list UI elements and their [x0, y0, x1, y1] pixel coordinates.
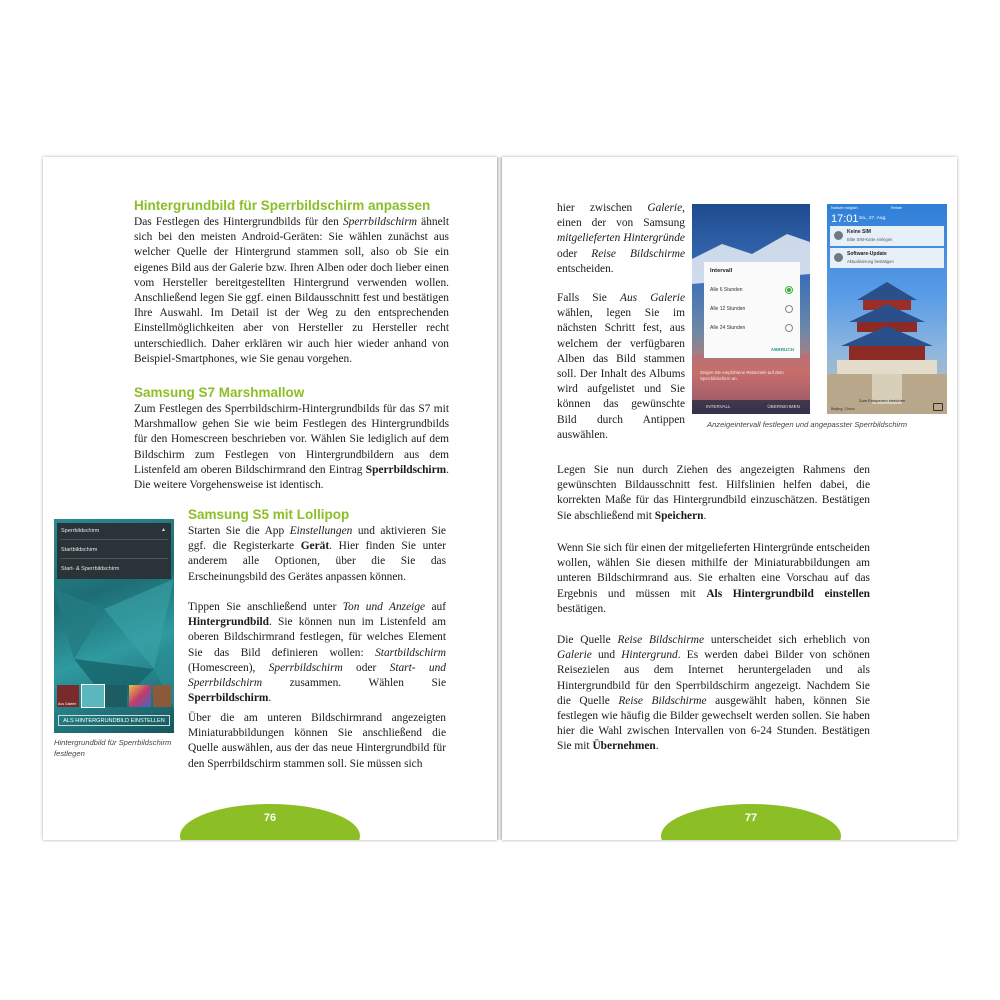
thumbnail[interactable] — [153, 685, 171, 707]
thumbnail-label: Aus Galerie — [58, 702, 77, 706]
update-icon — [834, 253, 843, 262]
bottom-bar — [692, 400, 810, 414]
wallpaper-dropdown-menu — [57, 523, 171, 579]
thumbnail[interactable] — [129, 685, 151, 707]
heading-s7: Samsung S7 Marshmallow — [134, 385, 305, 400]
menu-divider — [60, 558, 168, 559]
caption-right: Anzeigeintervall festlegen und angepasster Sperrbildschirm — [707, 420, 908, 429]
paragraph-reise: Die Quelle Reise Bildschirme unterscheidet sich erheblich von Galerie und Hintergrund. Es werden dabei Bilder von schönen Reisezielen aus dem Internet heruntergeladen und als Hintergrundbild für den Sperrbildschirm angezeigt. Nachdem Sie die Quelle Reise Bildschirme ausgewählt haben, können Sie festlegen wie häufig die Bilder gewechselt werden sollen. Sie haben hier die Wahl zwischen Intervallen von 6-24 Stunden. Bestätigen Sie mit Übernehmen. — [557, 634, 870, 753]
thumbnail-strip — [57, 685, 171, 707]
chevron-up-icon: ▴ — [161, 526, 165, 533]
radio-icon[interactable] — [785, 324, 793, 332]
screenshot-s5-wallpaper — [54, 519, 174, 733]
notification-subtitle: Aktualisierung bestätigen — [847, 259, 894, 264]
page-number-badge — [180, 804, 360, 840]
hint-text: Zeigen Sie empfohlene Reiseziele auf dem Sperrbildschirm an. — [700, 370, 784, 381]
radio-selected-icon[interactable] — [785, 286, 793, 294]
notification-title: Software-Update — [847, 251, 887, 257]
notification-no-sim[interactable] — [830, 226, 944, 246]
page-number: 76 — [263, 812, 277, 824]
location-text: Beijing, China — [831, 407, 855, 411]
notification-software-update[interactable] — [830, 248, 944, 268]
page-number: 77 — [744, 812, 758, 824]
status-right: Reiste — [891, 206, 902, 210]
paragraph-s5-2: Tippen Sie anschließend unter Ton und Anzeige auf Hintergrundbild. Sie können nun im Listenfeld am oberen Bildschirmrand festlegen, für welches Element Sie das Bild definieren wollen: Startbildschirm (Homescreen), Sperrbildschirm oder Start- und Sperrbildschirm zusammen. Wählen Sie Sperrbildschirm. — [188, 601, 446, 705]
unlock-hint: Zum Entsperren streichen — [859, 398, 906, 403]
caption-left: Hintergrundbild für Sperrbildschirm festlegen — [54, 738, 172, 758]
cancel-button[interactable]: ABBRUCH — [770, 347, 794, 352]
lock-time: 17:01 — [831, 213, 859, 225]
set-wallpaper-button[interactable]: ALS HINTERGRUNDBILD EINSTELLEN — [58, 715, 170, 726]
paragraph-aus-galerie: Falls Sie Aus Galerie wählen, legen Sie im nächsten Schritt fest, aus welchem der verfügbaren Alben das Bild stammen soll. Der Inhalt des Albums wird aufgelistet und Sie können das gewünschte Bild durch Antippen auswählen. — [557, 292, 685, 441]
paragraph-s7: Zum Festlegen des Sperrbildschirm-Hintergrundbilds für das S7 mit Marshmallow gehen Sie wie beim Festlegen des Hintergrundbilds für den Homescreen beschrieben vor. Wählen Sie lediglich auf dem Bildschirm zum Festlegen von Hintergrundbildern aus dem Listenfeld am oberen Bildschirmrand den Eintrag Sperrbildschirm. Die weitere Vorgehensweise ist identisch. — [134, 403, 449, 492]
menu-title[interactable]: Sperrbildschirm — [61, 528, 100, 534]
page-number-badge — [661, 804, 841, 840]
heading-sperrbildschirm: Hintergrundbild für Sperrbildschirm anpassen — [134, 198, 431, 213]
right-page — [502, 157, 957, 840]
thumbnail-selected[interactable] — [81, 684, 105, 708]
notification-subtitle: Bitte SIM-Karte einlegen — [847, 237, 893, 242]
thumbnail[interactable] — [105, 685, 127, 707]
thumbnail-gallery[interactable] — [57, 685, 79, 707]
dialog-title: Intervall — [710, 268, 733, 274]
menu-divider — [60, 539, 168, 540]
interval-dialog — [704, 262, 800, 358]
camera-icon[interactable] — [933, 403, 943, 411]
heading-s5: Samsung S5 mit Lollipop — [188, 507, 350, 522]
interval-button[interactable]: INTERVALL — [706, 404, 731, 409]
paragraph-s5-1: Starten Sie die App Einstellungen und aktivieren Sie ggf. die Registerkarte Gerät. Hier finden Sie unter anderem alle Optionen, über die Sie das Erscheinungsbild des Gerätes anpassen können. — [188, 525, 446, 583]
status-left: Notrufe möglich — [831, 206, 858, 210]
option-6h[interactable]: Alle 6 Stunden — [710, 287, 743, 293]
paragraph-rahmen: Legen Sie nun durch Ziehen des angezeigten Rahmens den gewünschten Bildausschnitt fest. Hilfslinien helfen dabei, die korrekten Maße für das Hintergrundbild einzuschätzen. Bestätigen Sie abschließend mit Speichern. — [557, 464, 870, 522]
paragraph-intro: Das Festlegen des Hintergrundbilds für den Sperrbildschirm ähnelt sich bei den meisten Android-Geräten: Sie wählen zunächst aus welcher Quelle der Hintergrund stammen soll, also ob Sie ein eigenes Bild aus der Galerie bzw. Ihren Alben oder doch lieber einen vom Hersteller bereitgestellten Hintergrund verwenden wollen. Anschließend legen Sie ggf. einen Bildausschnitt fest und bestätigen Ihre Auswahl. Im Detail ist der Weg zu den entsprechenden Einstellmöglichkeiten aber von Hersteller zu Hersteller recht unterschiedlich. Daher erklären wir auch hier wieder anhand von Beispiel-Smartphones, wie Sie genau vorgehen. — [134, 216, 449, 365]
notification-title: Keine SIM — [847, 229, 871, 235]
screenshot-interval-dialog — [692, 204, 810, 414]
menu-item-start-sperr[interactable]: Start- & Sperrbildschirm — [61, 566, 120, 572]
lock-date: Sa., 27. Aug. — [859, 216, 887, 221]
paragraph-mitgeliefert: Wenn Sie sich für einen der mitgelieferten Hintergründe entscheiden wollen, wählen Sie diesen mithilfe der Miniaturabbildungen am unteren Bildschirmrand aus. Sie erhalten eine Vorschau auf das Ergebnis und müssen mit Als Hintergrundbild einstellen bestätigen. — [557, 542, 870, 615]
screenshot-lockscreen — [827, 204, 947, 414]
option-12h[interactable]: Alle 12 Stunden — [710, 306, 746, 312]
option-24h[interactable]: Alle 24 Stunden — [710, 325, 746, 331]
radio-icon[interactable] — [785, 305, 793, 313]
paragraph-continue: hier zwischen Galerie, einen der von Samsung mitgelieferten Hintergründe oder Reise Bildschirme entscheiden. — [557, 202, 685, 275]
paragraph-s5-3: Über die am unteren Bildschirmrand angezeigten Miniaturabbildungen können Sie anschließend die Quelle auswählen, aus der das neue Hintergrundbild für den Sperrbildschirm stammen soll. Sie müssen sich — [188, 712, 446, 770]
sim-icon — [834, 231, 843, 240]
apply-button[interactable]: ÜBERNEHMEN — [767, 404, 800, 409]
left-page — [43, 157, 497, 840]
menu-item-startbildschirm[interactable]: Startbildschirm — [61, 547, 98, 553]
